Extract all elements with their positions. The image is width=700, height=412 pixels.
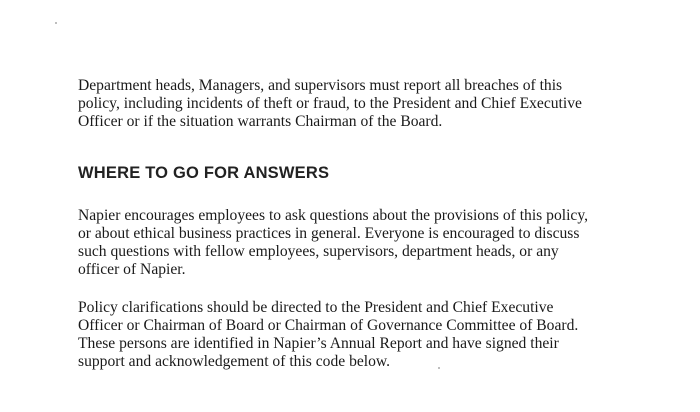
scan-speck — [55, 22, 57, 24]
text-line: support and acknowledgement of this code below. — [78, 353, 391, 370]
text-line: These persons are identified in Napier’s Annual Report and have signed their — [78, 335, 559, 352]
text-line: policy, including incidents of theft or fraud, to the President and Chief Executive — [78, 95, 582, 112]
section-heading: WHERE TO GO FOR ANSWERS — [78, 164, 330, 182]
questions-paragraph — [78, 207, 588, 279]
text-line: or about ethical business practices in general. Everyone is encouraged to discuss — [78, 225, 580, 242]
text-line: Officer or if the situation warrants Chairman of the Board. — [78, 113, 443, 130]
text-line: Department heads, Managers, and supervisors must report all breaches of this — [78, 77, 563, 94]
text-line: Napier encourages employees to ask questions about the provisions of this policy, — [78, 207, 589, 224]
text-line: such questions with fellow employees, supervisors, department heads, or any — [78, 243, 559, 260]
clarifications-paragraph — [78, 299, 578, 371]
breach-reporting-paragraph — [78, 77, 582, 131]
text-line: officer of Napier. — [78, 261, 186, 278]
text-line: Policy clarifications should be directed to the President and Chief Executive — [78, 299, 554, 316]
text-line: Officer or Chairman of Board or Chairman of Governance Committee of Board. — [78, 317, 579, 334]
